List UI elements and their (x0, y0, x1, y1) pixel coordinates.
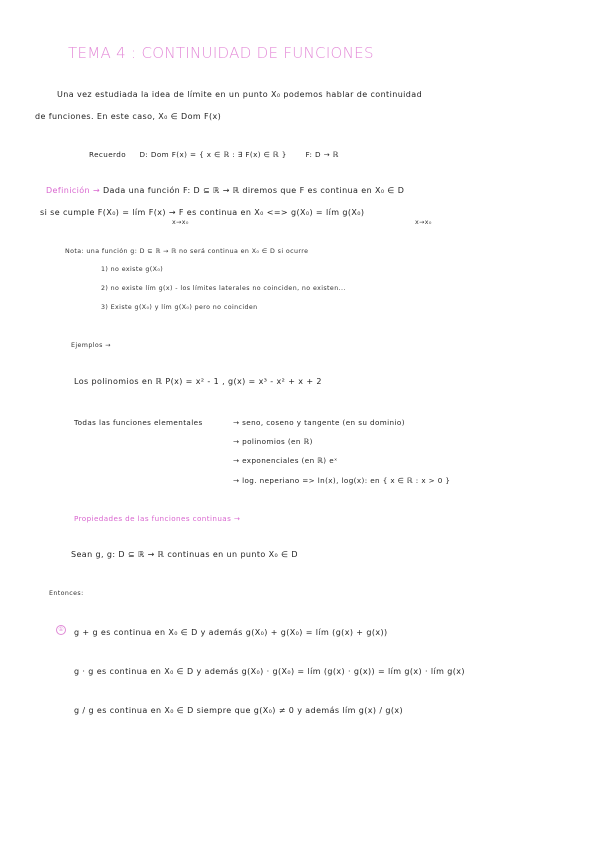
intro-line-2: de funciones. En este caso, X₀ ∈ Dom F(x) (35, 112, 222, 121)
nota-item-2: 2) no existe lím g(x) - los límites laterales no coinciden, no existen... (101, 285, 346, 292)
recuerdo-map: F: D → ℝ (305, 150, 339, 159)
definicion-line-2: si se cumple F(X₀) = lím F(x) → F es continua en X₀ <=> g(X₀) = lím g(X₀) (40, 208, 365, 217)
nota-item-1: 1) no existe g(X₀) (101, 266, 164, 273)
propiedad-cociente: g / g es continua en X₀ ∈ D siempre que g(X₀) ≠ 0 y además lím g(x) / g(x) (74, 706, 404, 715)
elementales-item-4: → log. neperiano => ln(x), log(x): en { x ∈ ℝ : x > 0 } (233, 476, 451, 485)
elementales-lead: Todas las funciones elementales (74, 418, 203, 427)
propiedad-suma: g + g es continua en X₀ ∈ D y además g(X₀) + g(X₀) = lím (g(x) + g(x)) (74, 628, 388, 637)
nota-line-1: Nota: una función g: D ⊆ ℝ → ℝ no será continua en X₀ ∈ D si ocurre (65, 248, 309, 255)
definicion-sub-2: x→x₀ (415, 219, 432, 226)
recuerdo-formula: D: Dom F(x) = { x ∈ ℝ : ∃ F(x) ∈ ℝ } (139, 150, 287, 159)
definicion-sub-1: x→x₀ (172, 219, 189, 226)
ejemplos-line: Los polinomios en ℝ P(x) = x² - 1 , g(x) = x³ - x² + x + 2 (74, 377, 322, 386)
numbered-badge: ① (56, 625, 66, 635)
propiedades-sean: Sean g, g: D ⊆ ℝ → ℝ continuas en un punto X₀ ∈ D (71, 550, 298, 559)
intro-line-1: Una vez estudiada la idea de límite en un punto X₀ podemos hablar de continuidad (57, 90, 423, 99)
definicion-line-1: Dada una función F: D ⊆ ℝ → ℝ diremos que F es continua en X₀ ∈ D (103, 186, 405, 195)
ejemplos-label: Ejemplos → (71, 342, 111, 349)
elementales-item-3: → exponenciales (en ℝ) eˣ (233, 456, 338, 465)
nota-item-3: 3) Existe g(X₀) y lím g(X₀) pero no coinciden (101, 304, 258, 311)
elementales-item-1: → seno, coseno y tangente (en su dominio) (233, 418, 405, 427)
definicion-label: Definición → (46, 186, 101, 195)
elementales-item-2: → polinomios (en ℝ) (233, 437, 313, 446)
propiedades-entonces: Entonces: (49, 590, 84, 597)
propiedades-label: Propiedades de las funciones continuas → (74, 514, 241, 523)
page-title: TEMA 4 : CONTINUIDAD DE FUNCIONES (68, 44, 374, 62)
propiedad-producto: g · g es continua en X₀ ∈ D y además g(X₀) · g(X₀) = lím (g(x) · g(x)) = lím g(x) · lím g(x) (74, 667, 465, 676)
recuerdo-label: Recuerdo (89, 150, 127, 159)
